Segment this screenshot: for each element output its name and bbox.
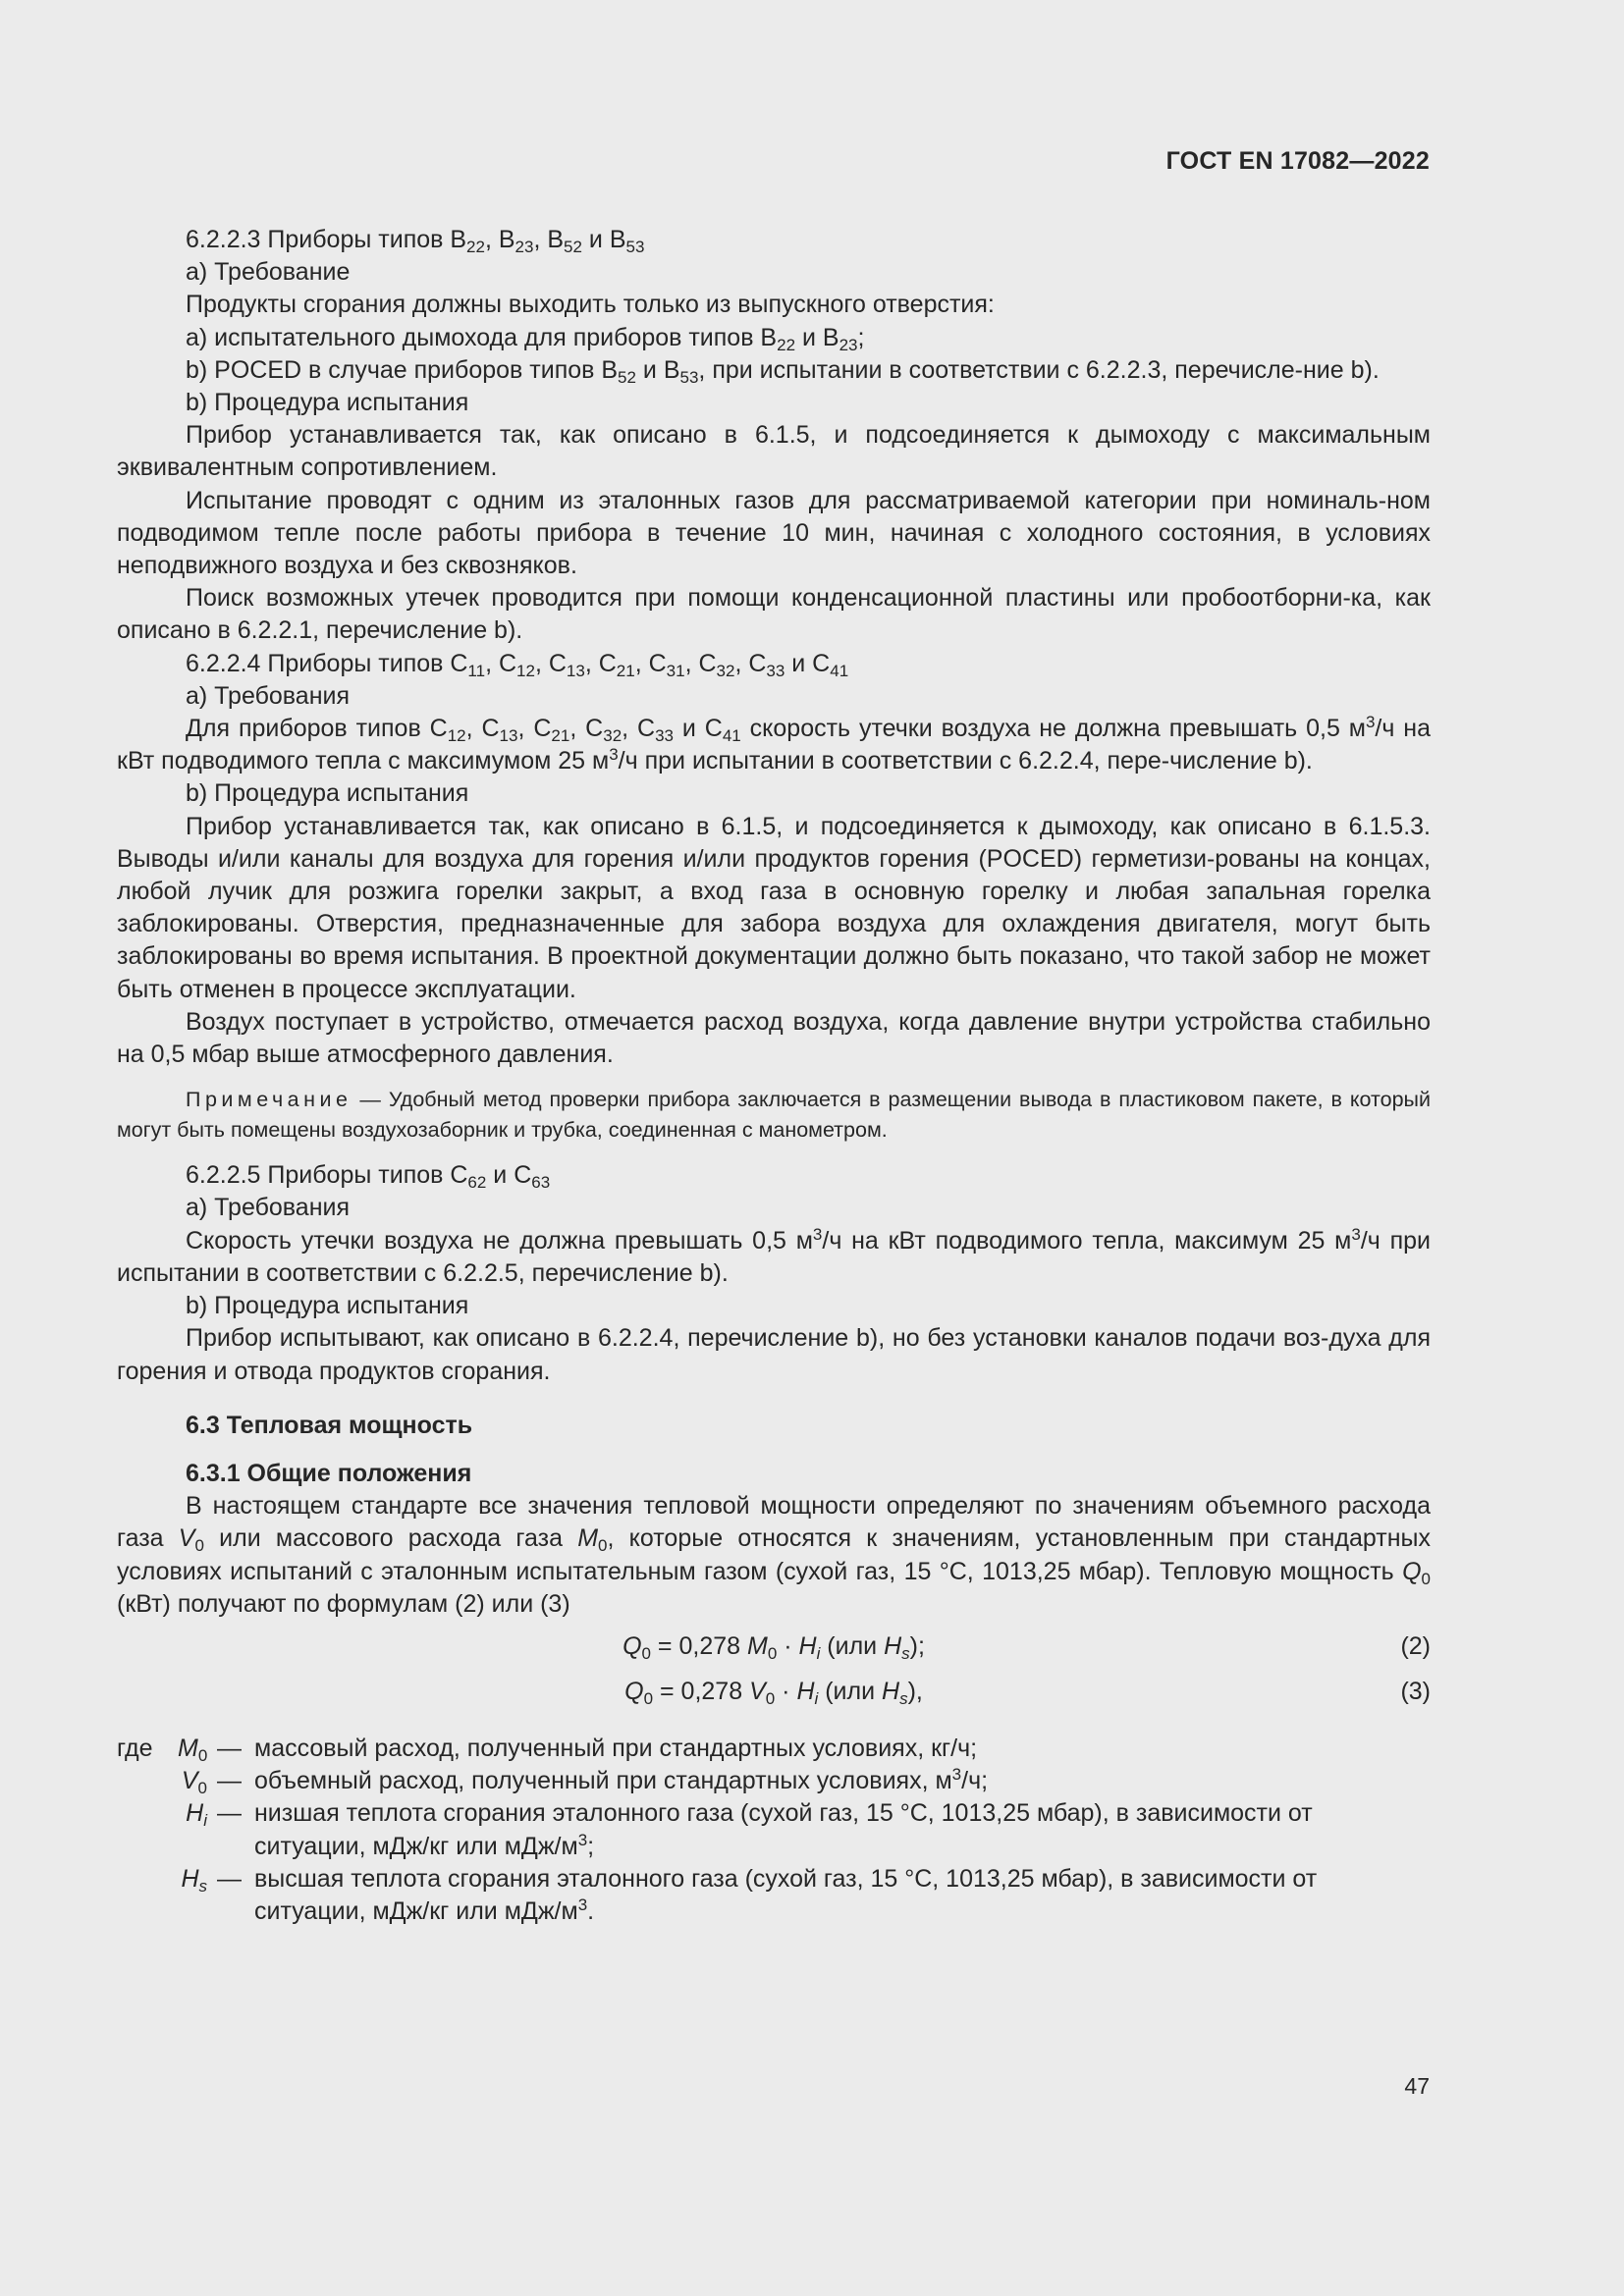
definition-m0: где $M_0$ — массовый расход, полученный при стандартных условиях, кг/ч; <box>117 1734 978 1765</box>
formula-2: $Q_0 = 0,278$ $M_0 \cdot H_i$ (или $H_s$); (2) <box>623 1631 1431 1663</box>
paragraph: В настоящем стандарте все значения тепловой мощности определяют по значениям объемного расхода газа $V_0$ или массового расхода газа $M_0$, которые относятся к значениям, установленным при стандартных условиях испытаний с эталонным испытательным газом (сухой газ, 15 °C, 1013,25 мбар). Тепловую мощность $Q_0$ (кВт) получают по формулам (2) или (3) <box>117 1492 1431 1618</box>
definition-v0: $V_0$ — объемный расход, полученный при стандартных условиях, $м^3/ч$; <box>181 1765 989 1798</box>
paragraph: Поиск возможных утечек проводится при помощи конденсационной пластины или пробоотборни-ка, как описано в 6.2.2.1, перечисление b). <box>117 584 1431 645</box>
formula-number: (2) <box>1400 1631 1431 1660</box>
section-6-2-2-3-title: 6.2.2.3 Приборы типов $B_{22}$, $B_{23}$, $B_{52}$ и $B_{53}$ <box>186 226 645 256</box>
paragraph: Воздух поступает в устройство, отмечается расход воздуха, когда давление внутри устройства стабильно на 0,5 мбар выше атмосферного давления. <box>117 1007 1431 1069</box>
paragraph: Прибор устанавливается так, как описано в 6.1.5, и подсоединяется к дымоходу, как описано в 6.1.5.3. Выводы и/или каналы для воздуха для горения и/или продуктов горения (POCED) герметизи-рованы на концах, любой лучик для розжига горелки закрыт, а вход газа в основную горелку и любая запальная горелка заблокированы. Отверстия, предназначенные для забора воздуха для охлаждения двигателя, могут быть заблокированы во время испытания. В проектной документации должно быть показано, что такой забор не может быть отменен в процессе эксплуатации. <box>117 812 1431 1003</box>
paragraph: Испытание проводят с одним из эталонных газов для рассматриваемой категории при номиналь-ном подводимом тепле после работы прибора в течение 10 мин, начиная с холодного состояния, в условиях неподвижного воздуха и без сквозняков. <box>117 486 1431 580</box>
page-number: 47 <box>1404 2073 1430 2099</box>
section-6-3-heading: 6.3 Тепловая мощность <box>186 1411 473 1439</box>
section-6-2-2-5-title: 6.2.2.5 Приборы типов $C_{62}$ и $C_{63}$ <box>186 1161 551 1193</box>
requirement-heading: а) Требования <box>186 681 351 710</box>
section-6-2-2-4-title: 6.2.2.4 Приборы типов $C_{11}$, $C_{12}$, $C_{13}$, $C_{21}$, $C_{31}$, $C_{32}$, $C_{33}$ и $C_{41}$ <box>186 649 849 680</box>
procedure-heading: b) Процедура испытания <box>186 779 469 808</box>
list-item-b: b) POCED в случае приборов типов $B_{52}$ и $B_{53}$, при испытании в соответствии с 6.2.2.3, перечисле-ние b). <box>186 355 1380 387</box>
note <box>117 1085 1431 1146</box>
formula-3: $Q_0 = 0,278$ $V_0 \cdot H_i$ (или $H_s$), (3) <box>624 1677 1431 1708</box>
paragraph: Продукты сгорания должны выходить только из выпускного отверстия: <box>186 291 995 319</box>
paragraph: Прибор испытывают, как описано в 6.2.2.4, перечисление b), но без установки каналов подачи воз-духа для горения и отвода продуктов сгорания. <box>117 1324 1431 1385</box>
formula-number: (3) <box>1400 1677 1431 1705</box>
document-body <box>117 224 1431 1928</box>
symbol-definitions <box>117 1733 1431 1928</box>
paragraph: Скорость утечки воздуха не должна превышать 0,5 $м^3/ч$ на кВт подводимого тепла, максимум 25 $м^3/ч$ при испытании в соответствии с 6.2.2.5, перечисление b). <box>117 1224 1431 1287</box>
document-header: ГОСТ EN 17082—2022 <box>1165 147 1430 175</box>
definition-hs: $H_s$ — высшая теплота сгорания эталонного газа (сухой газ, 15 °C, 1013,25 мбар), в зависимости от ситуации, мДж/кг или мДж/$м^3$. <box>181 1864 1318 1925</box>
definition-hi: $H_i$ — низшая теплота сгорания эталонного газа (сухой газ, 15 °C, 1013,25 мбар), в зависимости от ситуации, мДж/кг или мДж/$м^3$; <box>186 1799 1313 1860</box>
paragraph: Прибор устанавливается так, как описано в 6.1.5, и подсоединяется к дымоходу с максимальным эквивалентным сопротивлением. <box>117 421 1431 482</box>
procedure-heading: b) Процедура испытания <box>186 1292 469 1320</box>
list-item-a: а) испытательного дымохода для приборов типов $B_{22}$ и $B_{23}$; <box>186 323 865 354</box>
note-label: Примечание <box>186 1088 352 1112</box>
note-text: — Удобный метод проверки прибора заключается в размещении вывода в пластиковом пакете, в который могут быть помещены воздухозаборник и трубка, соединенная с манометром. <box>117 1088 1431 1143</box>
requirement-heading: а) Требования <box>186 1194 351 1222</box>
section-6-3-1-heading: 6.3.1 Общие положения <box>186 1459 472 1487</box>
paragraph: Для приборов типов $C_{12}$, $C_{13}$, $C_{21}$, $C_{32}$, $C_{33}$ и $C_{41}$ скорость утечки воздуха не должна превышать 0,5 $м^3/ч$ на кВт подводимого тепла с максимумом 25 $м^3/ч$ при испытании в соответствии с 6.2.2.4, пере-числение b). <box>117 713 1432 775</box>
procedure-heading: b) Процедура испытания <box>186 389 469 417</box>
requirement-heading: а) Требование <box>186 258 351 287</box>
